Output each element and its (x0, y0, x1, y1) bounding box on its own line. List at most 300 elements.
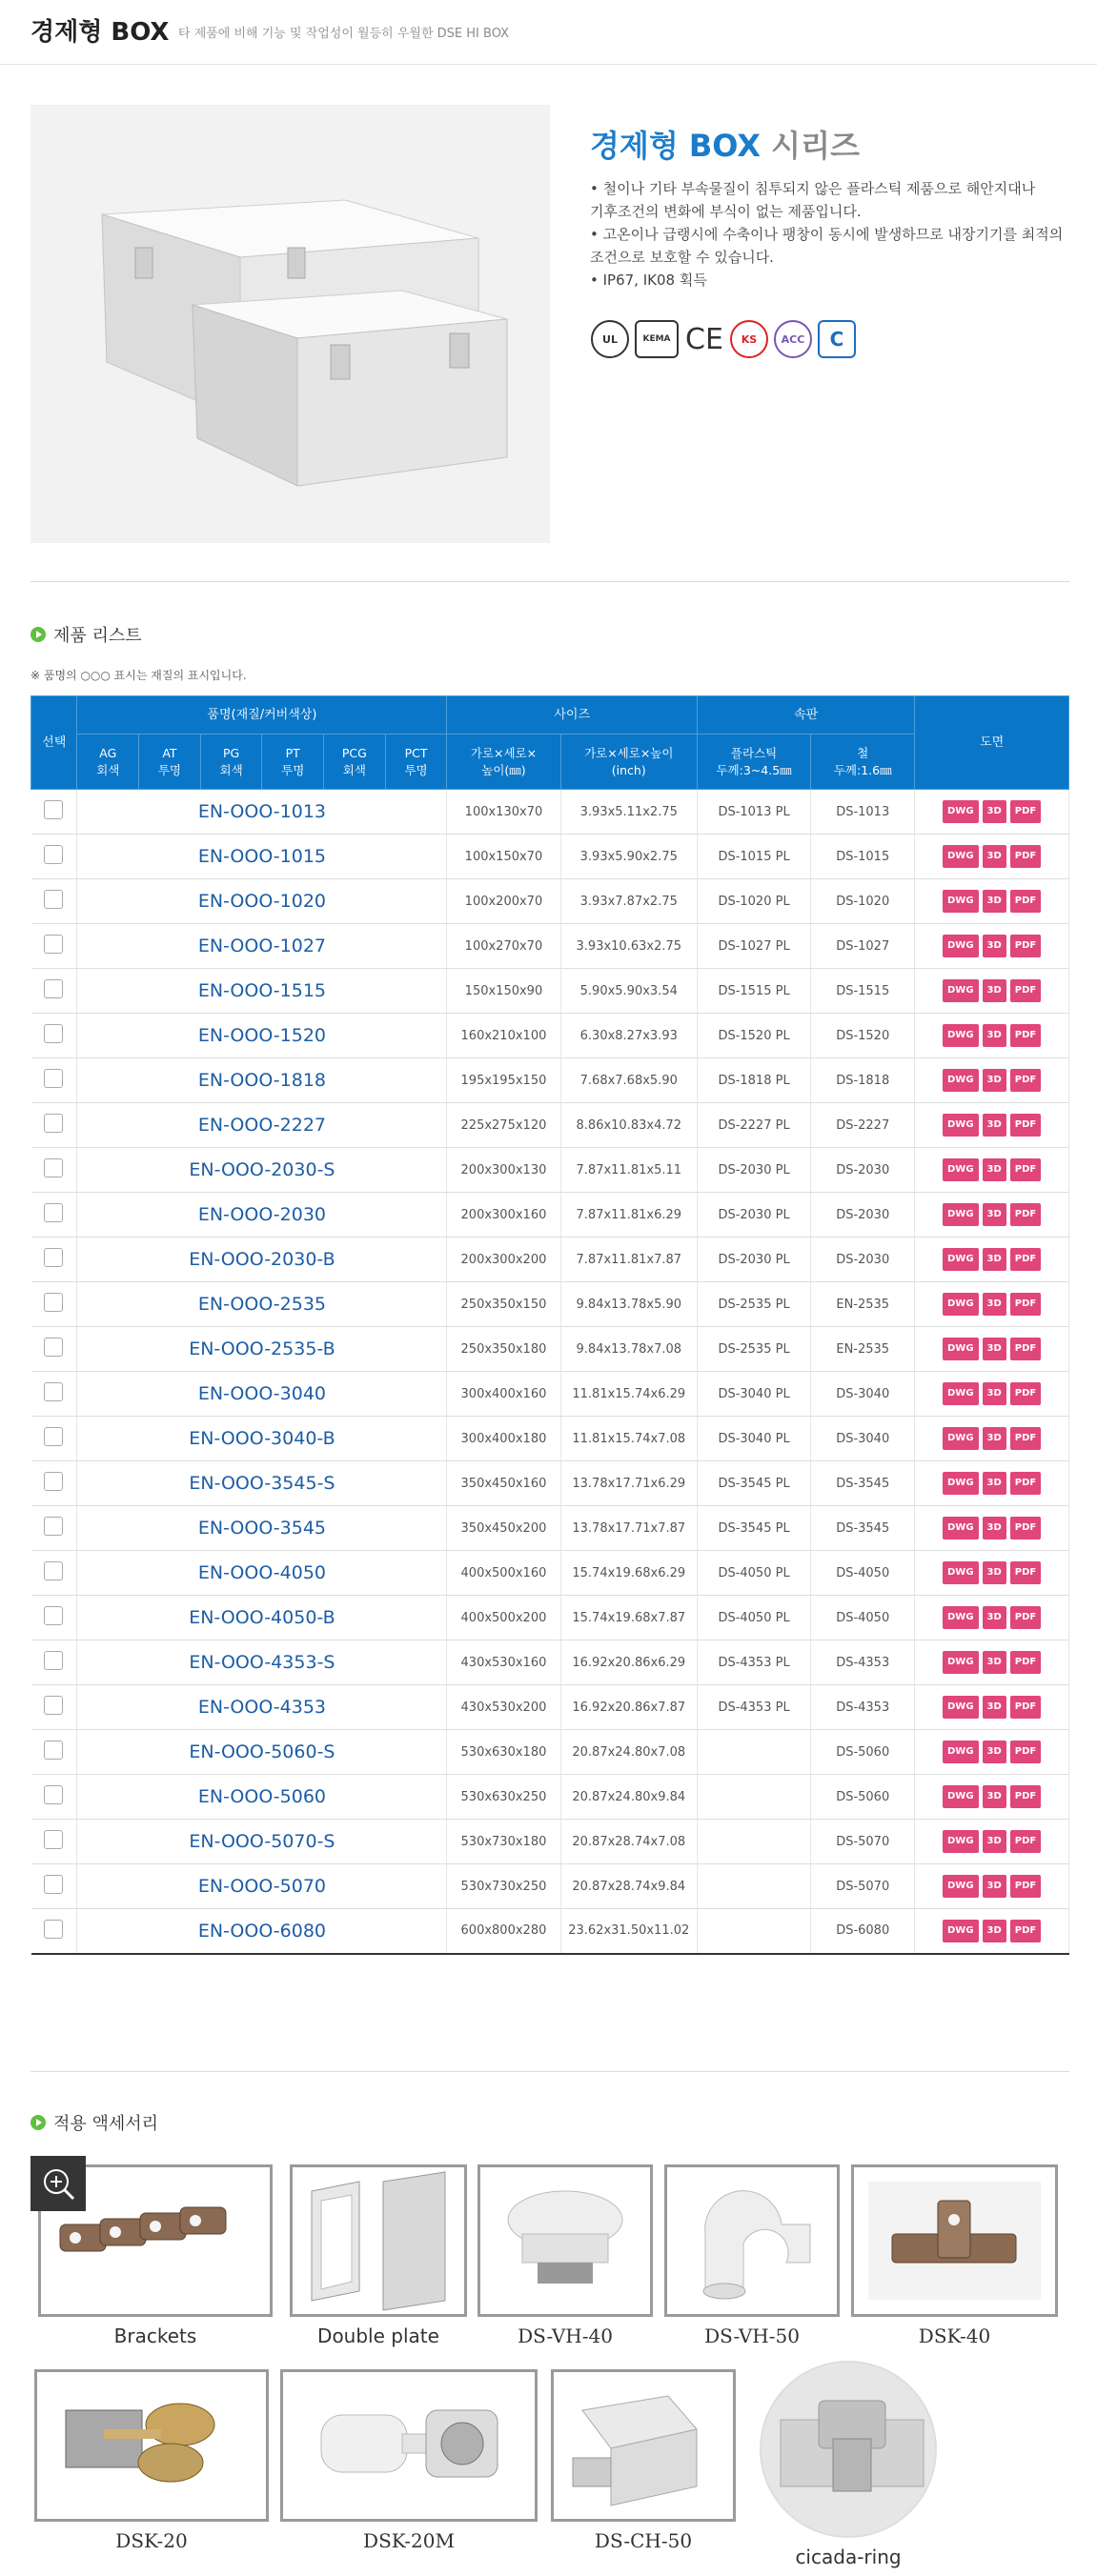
pdf-button[interactable]: PDF (1010, 1427, 1041, 1450)
product-name[interactable]: EN-OOO-4353 (77, 1685, 447, 1730)
size-inch: 5.90x5.90x3.54 (560, 969, 697, 1014)
drawing-links (915, 1238, 1069, 1282)
plate-steel: DS-4050 (811, 1551, 915, 1596)
drawing-links (915, 1014, 1069, 1058)
plate-plastic: DS-4050 PL (697, 1551, 810, 1596)
plate-steel: DS-5070 (811, 1820, 915, 1864)
plate-steel: DS-1520 (811, 1014, 915, 1058)
dwg-button[interactable]: DWG (943, 1203, 979, 1226)
dwg-button[interactable]: DWG (943, 1338, 979, 1360)
size-inch: 15.74x19.68x6.29 (560, 1551, 697, 1596)
pdf-button[interactable]: PDF (1010, 800, 1041, 823)
plate-plastic: DS-2030 PL (697, 1148, 810, 1193)
select-checkbox[interactable] (44, 1696, 63, 1715)
size-mm: 250x350x150 (447, 1282, 560, 1327)
ks-cert-icon: KS (730, 320, 768, 358)
key-lock-image (34, 2369, 269, 2522)
product-list-heading (30, 622, 142, 647)
size-mm: 100x130x70 (447, 790, 560, 835)
pdf-button[interactable]: PDF (1010, 1606, 1041, 1629)
table-row (31, 1238, 1069, 1282)
select-checkbox[interactable] (44, 1069, 63, 1088)
select-checkbox[interactable] (44, 1293, 63, 1312)
dwg-button[interactable]: DWG (943, 1427, 979, 1450)
pdf-button[interactable]: PDF (1010, 845, 1041, 868)
product-name[interactable]: EN-OOO-4050 (77, 1551, 447, 1596)
pdf-button[interactable]: PDF (1010, 1920, 1041, 1942)
dwg-button[interactable]: DWG (943, 935, 979, 957)
zoom-in-icon (30, 2156, 86, 2211)
drawing-links (915, 924, 1069, 969)
section-title: 제품 리스트 (53, 626, 142, 646)
drawing-links (915, 1864, 1069, 1909)
product-name[interactable]: EN-OOO-2535-B (77, 1327, 447, 1372)
3d-button[interactable]: 3D (983, 1741, 1006, 1763)
select-checkbox-cell (31, 1014, 77, 1058)
dwg-button[interactable]: DWG (943, 979, 979, 1002)
dwg-button[interactable]: DWG (943, 1741, 979, 1763)
desc-line: 기후조건의 변화에 부식이 없는 제품입니다. (590, 203, 862, 220)
select-checkbox-cell (31, 1820, 77, 1864)
product-name[interactable]: EN-OOO-1515 (77, 969, 447, 1014)
plate-plastic: DS-2227 PL (697, 1103, 810, 1148)
3d-button[interactable]: 3D (983, 1785, 1006, 1808)
dwg-button[interactable]: DWG (943, 1606, 979, 1629)
select-checkbox[interactable] (44, 1158, 63, 1177)
accessory-ds-ch-50[interactable] (551, 2369, 736, 2552)
product-name[interactable]: EN-OOO-1818 (77, 1058, 447, 1103)
col-mat-at: AT 투명 (139, 735, 201, 790)
3d-button[interactable]: 3D (983, 1382, 1006, 1405)
3d-button[interactable]: 3D (983, 1472, 1006, 1495)
plate-plastic: DS-3545 PL (697, 1461, 810, 1506)
drawing-links (915, 1282, 1069, 1327)
size-mm: 200x300x130 (447, 1148, 560, 1193)
plate-steel: EN-2535 (811, 1282, 915, 1327)
select-checkbox-cell (31, 1282, 77, 1327)
select-checkbox-cell (31, 969, 77, 1014)
dwg-button[interactable]: DWG (943, 1472, 979, 1495)
size-mm: 350x450x160 (447, 1461, 560, 1506)
dwg-button[interactable]: DWG (943, 1561, 979, 1584)
dwg-button[interactable]: DWG (943, 890, 979, 913)
dwg-button[interactable]: DWG (943, 1293, 979, 1316)
plate-plastic: DS-2030 PL (697, 1238, 810, 1282)
select-checkbox-cell (31, 790, 77, 835)
select-checkbox[interactable] (44, 1203, 63, 1222)
dwg-button[interactable]: DWG (943, 1069, 979, 1092)
size-inch: 7.68x7.68x5.90 (560, 1058, 697, 1103)
size-inch: 3.93x10.63x2.75 (560, 924, 697, 969)
table-row (31, 1103, 1069, 1148)
accessory-label: DS-VH-40 (518, 2324, 613, 2347)
3d-button[interactable]: 3D (983, 1920, 1006, 1942)
table-row (31, 1327, 1069, 1372)
3d-button[interactable]: 3D (983, 1651, 1006, 1674)
desc-line: • 철이나 기타 부속물질이 침투되지 않은 플라스틱 제품으로 해안지대나 (590, 180, 1036, 197)
select-checkbox-cell (31, 1148, 77, 1193)
select-checkbox-cell (31, 1640, 77, 1685)
select-checkbox[interactable] (44, 1472, 63, 1491)
size-mm: 195x195x150 (447, 1058, 560, 1103)
accessory-label: DS-CH-50 (594, 2529, 693, 2552)
accessory-label: DSK-20M (363, 2529, 455, 2552)
drawing-links (915, 1058, 1069, 1103)
table-row (31, 1417, 1069, 1461)
dwg-button[interactable]: DWG (943, 1248, 979, 1271)
plate-plastic (697, 1730, 810, 1775)
table-row (31, 924, 1069, 969)
pdf-button[interactable]: PDF (1010, 1741, 1041, 1763)
plate-plastic (697, 1909, 810, 1954)
accessory-label: DSK-40 (918, 2324, 991, 2347)
dwg-button[interactable]: DWG (943, 1158, 979, 1181)
drawing-links (915, 1909, 1069, 1954)
accessory-label: cicada-ring (795, 2546, 902, 2568)
accessory-dsk-20m[interactable] (280, 2369, 538, 2552)
table-row (31, 1730, 1069, 1775)
col-mat-pcg: PCG 회색 (324, 735, 386, 790)
plate-plastic (697, 1820, 810, 1864)
plate-steel: EN-2535 (811, 1327, 915, 1372)
product-name[interactable]: EN-OOO-2227 (77, 1103, 447, 1148)
size-mm: 150x150x90 (447, 969, 560, 1014)
3d-button[interactable]: 3D (983, 1158, 1006, 1181)
select-checkbox[interactable] (44, 935, 63, 954)
plate-steel: DS-1015 (811, 835, 915, 879)
pdf-button[interactable]: PDF (1010, 1696, 1041, 1719)
accessory-label: DS-VH-50 (704, 2324, 800, 2347)
product-name[interactable]: EN-OOO-5070 (77, 1864, 447, 1909)
zoom-button[interactable] (30, 2156, 86, 2211)
size-inch: 3.93x5.90x2.75 (560, 835, 697, 879)
pdf-button[interactable]: PDF (1010, 1338, 1041, 1360)
drawing-links (915, 1551, 1069, 1596)
dwg-button[interactable]: DWG (943, 1785, 979, 1808)
3d-button[interactable]: 3D (983, 1293, 1006, 1316)
pdf-button[interactable]: PDF (1010, 1830, 1041, 1853)
vent-elbow-image (664, 2164, 840, 2317)
select-checkbox-cell (31, 1775, 77, 1820)
select-checkbox[interactable] (44, 1248, 63, 1267)
product-name[interactable]: EN-OOO-1015 (77, 835, 447, 879)
kema-cert-icon: KEMA (635, 320, 679, 358)
dwg-button[interactable]: DWG (943, 1517, 979, 1540)
table-row (31, 1014, 1069, 1058)
plate-plastic: DS-4353 PL (697, 1685, 810, 1730)
section-divider (30, 581, 1069, 582)
3d-button[interactable]: 3D (983, 1517, 1006, 1540)
plate-steel: DS-2030 (811, 1193, 915, 1238)
section-divider (30, 2071, 1069, 2072)
size-inch: 13.78x17.71x7.87 (560, 1506, 697, 1551)
select-checkbox[interactable] (44, 1875, 63, 1894)
dwg-button[interactable]: DWG (943, 1875, 979, 1898)
plate-plastic: DS-1515 PL (697, 969, 810, 1014)
select-checkbox-cell (31, 1864, 77, 1909)
select-checkbox[interactable] (44, 1606, 63, 1625)
plate-plastic: DS-4353 PL (697, 1640, 810, 1685)
col-name-group: 품명(재질/커버색상) (77, 696, 447, 735)
accessories-heading (30, 2110, 158, 2135)
vent-cap-image (477, 2164, 653, 2317)
product-name[interactable]: EN-OOO-5060 (77, 1775, 447, 1820)
col-plate-group: 속판 (697, 696, 914, 735)
select-checkbox[interactable] (44, 1382, 63, 1401)
select-checkbox-cell (31, 924, 77, 969)
plate-steel: DS-5060 (811, 1730, 915, 1775)
size-mm: 300x400x180 (447, 1417, 560, 1461)
pdf-button[interactable]: PDF (1010, 1158, 1041, 1181)
select-checkbox[interactable] (44, 1114, 63, 1133)
plate-steel: DS-6080 (811, 1909, 915, 1954)
table-row (31, 969, 1069, 1014)
select-checkbox[interactable] (44, 979, 63, 998)
size-inch: 3.93x7.87x2.75 (560, 879, 697, 924)
size-inch: 11.81x15.74x7.08 (560, 1417, 697, 1461)
size-mm: 430x530x200 (447, 1685, 560, 1730)
plate-steel: DS-1013 (811, 790, 915, 835)
pdf-button[interactable]: PDF (1010, 1651, 1041, 1674)
pdf-button[interactable]: PDF (1010, 935, 1041, 957)
3d-button[interactable]: 3D (983, 1248, 1006, 1271)
product-name[interactable]: EN-OOO-4353-S (77, 1640, 447, 1685)
series-title-suffix: 시리즈 (771, 128, 860, 164)
plate-steel: DS-3545 (811, 1506, 915, 1551)
desc-line: • IP67, IK08 획득 (590, 272, 707, 289)
product-name[interactable]: EN-OOO-3545 (77, 1506, 447, 1551)
select-checkbox-cell (31, 879, 77, 924)
drawing-links (915, 1417, 1069, 1461)
3d-button[interactable]: 3D (983, 1830, 1006, 1853)
size-inch: 23.62x31.50x11.02 (560, 1909, 697, 1954)
3d-button[interactable]: 3D (983, 1696, 1006, 1719)
plate-steel: DS-1515 (811, 969, 915, 1014)
product-name[interactable]: EN-OOO-5070-S (77, 1820, 447, 1864)
select-checkbox-cell (31, 1551, 77, 1596)
plate-steel: DS-2227 (811, 1103, 915, 1148)
product-name[interactable]: EN-OOO-2030-S (77, 1148, 447, 1193)
select-checkbox[interactable] (44, 1561, 63, 1580)
product-table (30, 695, 1069, 1955)
product-name[interactable]: EN-OOO-5060-S (77, 1730, 447, 1775)
size-mm: 530x730x250 (447, 1864, 560, 1909)
pdf-button[interactable]: PDF (1010, 1248, 1041, 1271)
col-plate-plastic: 플라스틱 두께:3~4.5㎜ (697, 735, 810, 790)
col-mat-pt: PT 투명 (262, 735, 324, 790)
product-hero-image (30, 105, 550, 543)
select-checkbox[interactable] (44, 1338, 63, 1357)
3d-button[interactable]: 3D (983, 1024, 1006, 1047)
3d-button[interactable]: 3D (983, 979, 1006, 1002)
product-name[interactable]: EN-OOO-1027 (77, 924, 447, 969)
select-checkbox[interactable] (44, 1024, 63, 1043)
drawing-links (915, 1730, 1069, 1775)
product-name[interactable]: EN-OOO-3545-S (77, 1461, 447, 1506)
certification-logos (591, 320, 856, 358)
product-name[interactable]: EN-OOO-6080 (77, 1909, 447, 1954)
col-select: 선택 (31, 696, 77, 790)
size-mm: 160x210x100 (447, 1014, 560, 1058)
col-mat-pct: PCT 투명 (385, 735, 447, 790)
select-checkbox-cell (31, 1909, 77, 1954)
pdf-button[interactable]: PDF (1010, 1293, 1041, 1316)
pdf-button[interactable]: PDF (1010, 890, 1041, 913)
section-title: 적용 액세서리 (53, 2114, 159, 2134)
product-name[interactable]: EN-OOO-3040 (77, 1372, 447, 1417)
pdf-button[interactable]: PDF (1010, 1024, 1041, 1047)
col-drawing: 도면 (915, 696, 1069, 790)
pdf-button[interactable]: PDF (1010, 1472, 1041, 1495)
select-checkbox[interactable] (44, 1651, 63, 1670)
accessory-ds-vh-50[interactable] (664, 2164, 840, 2347)
size-inch: 7.87x11.81x7.87 (560, 1238, 697, 1282)
3d-button[interactable]: 3D (983, 800, 1006, 823)
table-row (31, 1640, 1069, 1685)
pdf-button[interactable]: PDF (1010, 1114, 1041, 1137)
pdf-button[interactable]: PDF (1010, 1785, 1041, 1808)
plate-plastic: DS-1027 PL (697, 924, 810, 969)
size-inch: 16.92x20.86x7.87 (560, 1685, 697, 1730)
select-checkbox[interactable] (44, 1830, 63, 1849)
3d-button[interactable]: 3D (983, 1203, 1006, 1226)
dwg-button[interactable]: DWG (943, 1114, 979, 1137)
size-inch: 20.87x28.74x9.84 (560, 1864, 697, 1909)
product-name[interactable]: EN-OOO-4050-B (77, 1596, 447, 1640)
plate-steel: DS-5060 (811, 1775, 915, 1820)
3d-button[interactable]: 3D (983, 935, 1006, 957)
col-plate-steel: 철 두께:1.6㎜ (811, 735, 915, 790)
size-mm: 200x300x200 (447, 1238, 560, 1282)
ce-cert-icon: CE (685, 322, 723, 356)
plate-plastic: DS-3040 PL (697, 1372, 810, 1417)
select-checkbox[interactable] (44, 845, 63, 864)
pdf-button[interactable]: PDF (1010, 1875, 1041, 1898)
accessory-label: DSK-20 (115, 2529, 188, 2552)
pdf-button[interactable]: PDF (1010, 1069, 1041, 1092)
product-name[interactable]: EN-OOO-2535 (77, 1282, 447, 1327)
plate-plastic: DS-2535 PL (697, 1327, 810, 1372)
dwg-button[interactable]: DWG (943, 845, 979, 868)
select-checkbox[interactable] (44, 1517, 63, 1536)
plate-plastic: DS-3040 PL (697, 1417, 810, 1461)
3d-button[interactable]: 3D (983, 845, 1006, 868)
drawing-links (915, 835, 1069, 879)
product-name[interactable]: EN-OOO-3040-B (77, 1417, 447, 1461)
series-title (590, 122, 860, 166)
col-mat-ag: AG 회색 (77, 735, 139, 790)
size-mm: 100x150x70 (447, 835, 560, 879)
plate-plastic: DS-1520 PL (697, 1014, 810, 1058)
select-checkbox-cell (31, 1506, 77, 1551)
drawing-links (915, 1640, 1069, 1685)
select-checkbox[interactable] (44, 800, 63, 819)
accessory-dsk-20[interactable] (34, 2369, 269, 2552)
3d-button[interactable]: 3D (983, 1338, 1006, 1360)
plate-steel: DS-1027 (811, 924, 915, 969)
col-size-group: 사이즈 (447, 696, 698, 735)
select-checkbox-cell (31, 1372, 77, 1417)
col-size-mm: 가로×세로× 높이(㎜) (447, 735, 560, 790)
select-checkbox[interactable] (44, 1741, 63, 1760)
table-row (31, 1864, 1069, 1909)
pdf-button[interactable]: PDF (1010, 1517, 1041, 1540)
double-plate-image (290, 2164, 467, 2317)
cicada-ring-image (760, 2361, 937, 2538)
dwg-button[interactable]: DWG (943, 1651, 979, 1674)
3d-button[interactable]: 3D (983, 1875, 1006, 1898)
page-subtitle: 타 제품에 비해 기능 및 작업성이 월등히 우월한 DSE HI BOX (178, 27, 510, 41)
page-title: 경제형 BOX (30, 18, 170, 47)
select-checkbox[interactable] (44, 1785, 63, 1804)
hasp-image (851, 2164, 1058, 2317)
size-inch: 3.93x5.11x2.75 (560, 790, 697, 835)
product-name[interactable]: EN-OOO-1013 (77, 790, 447, 835)
table-row (31, 790, 1069, 835)
pdf-button[interactable]: PDF (1010, 1561, 1041, 1584)
pdf-button[interactable]: PDF (1010, 1382, 1041, 1405)
dwg-button[interactable]: DWG (943, 1920, 979, 1942)
dwg-button[interactable]: DWG (943, 1830, 979, 1853)
arrow-bullet-icon (30, 2115, 46, 2130)
3d-button[interactable]: 3D (983, 1606, 1006, 1629)
table-row (31, 1596, 1069, 1640)
size-inch: 7.87x11.81x6.29 (560, 1193, 697, 1238)
size-inch: 6.30x8.27x3.93 (560, 1014, 697, 1058)
product-name[interactable]: EN-OOO-2030-B (77, 1238, 447, 1282)
col-mat-pg: PG 회색 (200, 735, 262, 790)
series-description (590, 177, 1067, 292)
select-checkbox[interactable] (44, 890, 63, 909)
plate-steel: DS-4353 (811, 1685, 915, 1730)
accessory-dsk-40[interactable] (851, 2164, 1058, 2347)
plate-plastic: DS-3545 PL (697, 1506, 810, 1551)
plate-steel: DS-5070 (811, 1864, 915, 1909)
select-checkbox-cell (31, 1103, 77, 1148)
select-checkbox[interactable] (44, 1920, 63, 1939)
size-inch: 9.84x13.78x7.08 (560, 1327, 697, 1372)
dwg-button[interactable]: DWG (943, 1382, 979, 1405)
3d-button[interactable]: 3D (983, 890, 1006, 913)
dwg-button[interactable]: DWG (943, 1696, 979, 1719)
size-mm: 100x270x70 (447, 924, 560, 969)
plate-steel: DS-3040 (811, 1372, 915, 1417)
3d-button[interactable]: 3D (983, 1069, 1006, 1092)
3d-button[interactable]: 3D (983, 1114, 1006, 1137)
pdf-button[interactable]: PDF (1010, 979, 1041, 1002)
drawing-links (915, 1775, 1069, 1820)
select-checkbox-cell (31, 1685, 77, 1730)
accessory-cicada-ring[interactable] (760, 2361, 937, 2568)
select-checkbox[interactable] (44, 1427, 63, 1446)
pdf-button[interactable]: PDF (1010, 1203, 1041, 1226)
plate-steel: DS-4353 (811, 1640, 915, 1685)
3d-button[interactable]: 3D (983, 1561, 1006, 1584)
dwg-button[interactable]: DWG (943, 800, 979, 823)
accessory-ds-vh-40[interactable] (477, 2164, 653, 2347)
accessory-double-plate[interactable] (290, 2164, 467, 2347)
3d-button[interactable]: 3D (983, 1427, 1006, 1450)
dwg-button[interactable]: DWG (943, 1024, 979, 1047)
size-inch: 7.87x11.81x5.11 (560, 1148, 697, 1193)
plate-steel: DS-2030 (811, 1238, 915, 1282)
drawing-links (915, 1372, 1069, 1417)
product-name[interactable]: EN-OOO-1520 (77, 1014, 447, 1058)
product-name[interactable]: EN-OOO-2030 (77, 1193, 447, 1238)
product-name[interactable]: EN-OOO-1020 (77, 879, 447, 924)
size-mm: 530x630x180 (447, 1730, 560, 1775)
select-checkbox-cell (31, 1238, 77, 1282)
